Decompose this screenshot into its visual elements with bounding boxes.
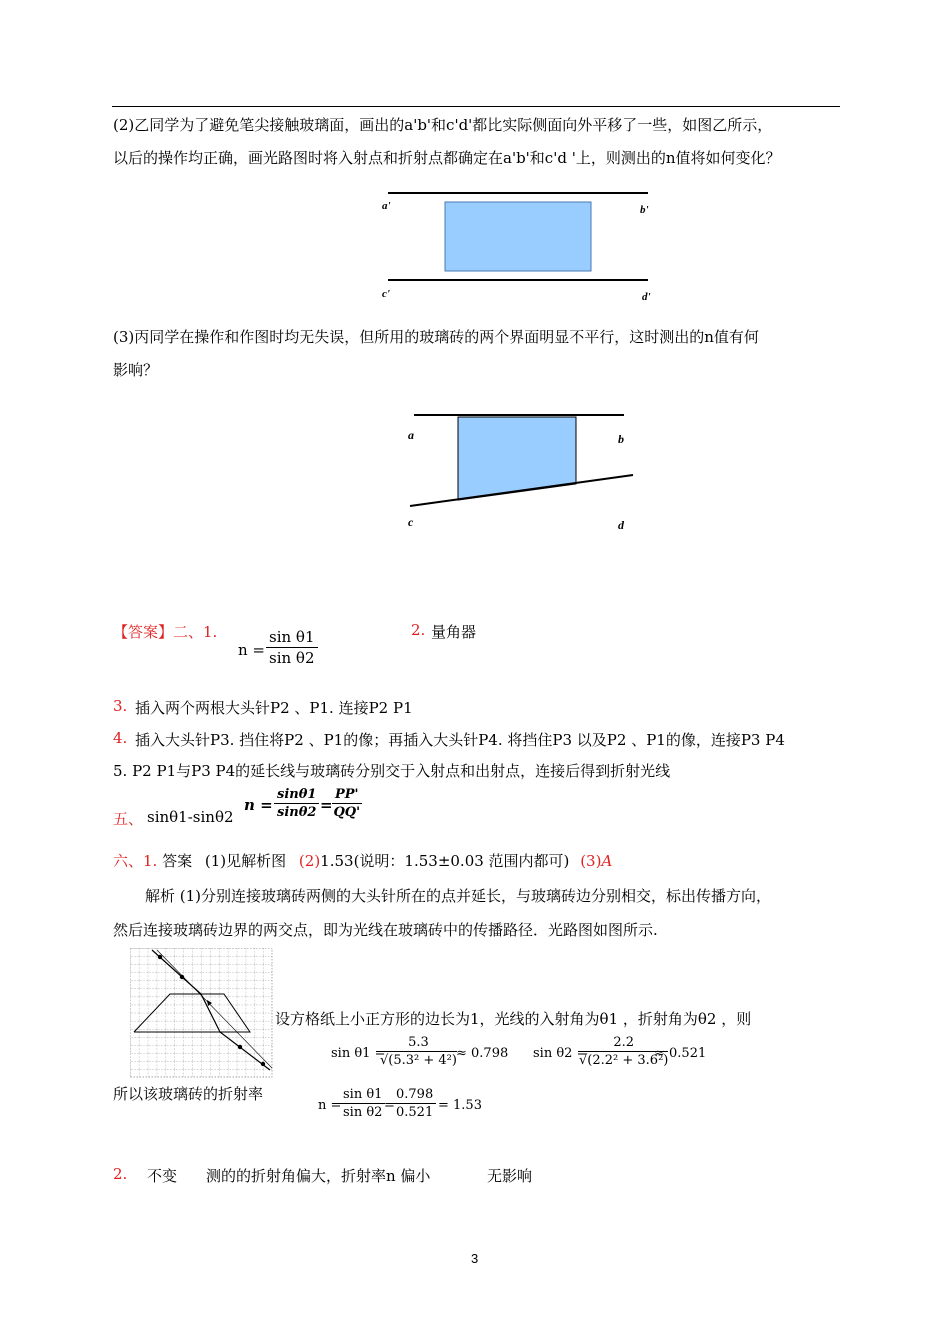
item2-num: 2. — [411, 621, 426, 639]
header-rule — [112, 106, 840, 107]
answer-header: 【答案】二、1. — [113, 623, 218, 641]
five-formula-eq: = — [320, 796, 333, 814]
sin1-den: √(5.3² + 4²) — [380, 1053, 457, 1068]
sin2-lhs: sin θ2 = — [533, 1046, 588, 1061]
sin1-frac — [380, 1035, 457, 1068]
five-formula-lhs: n = — [244, 796, 273, 814]
grid-paper — [130, 948, 272, 1077]
sin1-num: 5.3 — [380, 1035, 457, 1052]
nfinal-den2: 0.521 — [396, 1105, 434, 1120]
five-formula-frac1 — [274, 787, 319, 820]
sin2-num: 2.2 — [579, 1035, 668, 1052]
refr-text: 所以该玻璃砖的折射率 — [113, 1085, 264, 1103]
six-part3-label: (3) — [580, 852, 602, 870]
sin1-rhs: ≈ 0.798 — [456, 1046, 509, 1061]
label-b: b — [618, 432, 624, 446]
formula1-den: sin θ2 — [269, 649, 315, 667]
six-part3: A — [601, 852, 613, 870]
item4-text: 插入大头针P3. 挡住将P2 、P1的像；再插入大头针P4. 将挡住P3 以及P2 、P1的像，连接P3 P4 — [135, 731, 785, 749]
figure-bing — [400, 405, 645, 535]
grid-diagram — [130, 948, 273, 1078]
six-part2-label: (2) — [298, 852, 321, 870]
q3-line2: 影响？ — [113, 361, 159, 379]
pin-p4 — [261, 1062, 265, 1066]
six-analysis1: 解析 (1)分别连接玻璃砖两侧的大头针所在的点并延长，与玻璃砖边分别相交，标出传播方向， — [145, 887, 772, 905]
glass-block-bing — [458, 417, 576, 500]
formula1-lhs: n = — [238, 641, 265, 659]
five-den1: sinθ2 — [277, 805, 317, 820]
formula1-fraction — [266, 628, 318, 667]
q2ans-a3: 无影响 — [487, 1167, 533, 1185]
nfinal-frac2 — [393, 1087, 436, 1120]
five-num2: PP' — [332, 787, 362, 804]
grid-text: 设方格纸上小正方形的边长为1，光线的入射角为θ1 ，折射角为θ2 ，则 — [275, 1010, 752, 1028]
nfinal-lhs: n = — [318, 1098, 342, 1113]
glass-block-yi — [445, 202, 591, 271]
sin1-lhs: sin θ1 = — [331, 1046, 386, 1061]
label-a-prime: a' — [382, 200, 391, 212]
item3-text: 插入两个两根大头针P2 、P1. 连接P2 P1 — [135, 699, 413, 717]
item2-text: 量角器 — [431, 623, 477, 641]
five-text: sinθ1-sinθ2 — [147, 808, 234, 826]
q3-line1: (3)丙同学在操作和作图时均无失误，但所用的玻璃砖的两个界面明显不平行，这时测出的n值有何 — [113, 328, 759, 346]
pin-p2 — [180, 975, 184, 979]
nfinal-den1: sin θ2 — [343, 1105, 383, 1120]
five-den2: QQ' — [333, 805, 361, 820]
q2ans-num: 2. — [113, 1165, 128, 1183]
nfinal-num1: sin θ1 — [340, 1087, 385, 1104]
label-c: c — [408, 515, 414, 529]
item5-text: 5. P2 P1与P3 P4的延长线与玻璃砖分别交于入射点和出射点，连接后得到折射光线 — [113, 762, 671, 780]
label-d-prime: d' — [642, 291, 651, 303]
page-number: 3 — [471, 1251, 479, 1266]
five-label: 五、 — [113, 810, 144, 828]
nfinal-frac1 — [340, 1087, 385, 1120]
pin-p3 — [238, 1045, 242, 1049]
nfinal-eq: = — [384, 1098, 395, 1113]
q2-line2: 以后的操作均正确，画光路图时将入射点和折射点都确定在a'b'和c'd '上，则测出的n值将如何变化？ — [113, 149, 781, 167]
pin-p1 — [158, 955, 162, 959]
q2-line1: (2)乙同学为了避免笔尖接触玻璃面，画出的a'b'和c'd'都比实际侧面向外平移了一些，如图乙所示， — [113, 116, 773, 134]
five-formula-frac2 — [332, 787, 362, 820]
sin2-rhs: ≈ 0.521 — [654, 1046, 707, 1061]
six-label: 六、1. — [113, 852, 163, 870]
item4-num: 4. — [113, 729, 128, 747]
sin2-den: √(2.2² + 3.6²) — [579, 1053, 669, 1068]
formula1-num: sin θ1 — [266, 628, 318, 648]
five-num1: sinθ1 — [274, 787, 319, 804]
label-d: d — [618, 518, 624, 532]
q2ans-a1: 不变 — [147, 1167, 178, 1185]
six-answer-word: 答案 — [162, 852, 193, 870]
six-line — [113, 850, 612, 871]
label-c-prime: c' — [382, 288, 390, 300]
six-part2: 1.53(说明：1.53±0.03 范围内都可) — [320, 852, 570, 870]
six-part1: (1)见解析图 — [204, 852, 287, 870]
nfinal-rhs: = 1.53 — [438, 1098, 482, 1113]
label-a: a — [408, 428, 414, 442]
q2ans-a2: 测的的折射角偏大，折射率n 偏小 — [206, 1167, 431, 1185]
figure-yi — [370, 185, 670, 305]
nfinal-num2: 0.798 — [393, 1087, 436, 1104]
item3-num: 3. — [113, 697, 128, 715]
label-b-prime: b' — [640, 204, 649, 216]
six-analysis2: 然后连接玻璃砖边界的两交点，即为光线在玻璃砖中的传播路径．光路图如图所示. — [113, 921, 658, 939]
